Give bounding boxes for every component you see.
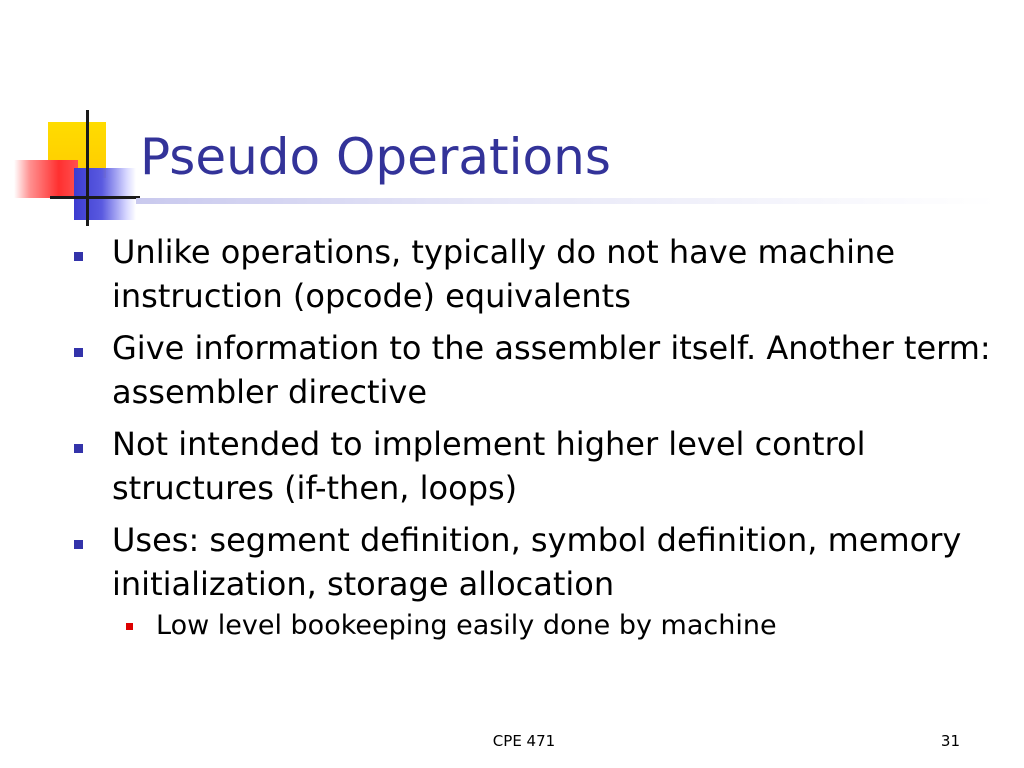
square-bullet-icon bbox=[74, 540, 83, 549]
bullet-item bbox=[74, 326, 994, 414]
bullet-item bbox=[74, 422, 994, 510]
square-bullet-icon bbox=[74, 348, 83, 357]
bullet-text: Not intended to implement higher level control structures (if-then, loops) bbox=[112, 425, 866, 507]
bullet-text: Unlike operations, typically do not have machine instruction (opcode) equivalents bbox=[112, 233, 896, 315]
sub-bullet-list bbox=[112, 608, 994, 644]
red-bar-decoration bbox=[14, 160, 78, 198]
bullet-list bbox=[74, 230, 994, 652]
red-square-bullet-icon bbox=[126, 623, 133, 630]
vertical-line-decoration bbox=[86, 110, 89, 226]
sub-bullet-text: Low level bookeeping easily done by machine bbox=[156, 610, 777, 641]
square-bullet-icon bbox=[74, 444, 83, 453]
horizontal-line-decoration bbox=[50, 196, 140, 199]
footer-page-number: 31 bbox=[940, 732, 960, 750]
bullet-text: Uses: segment definition, symbol definition, memory initialization, storage allocation bbox=[112, 521, 962, 603]
blue-square-decoration bbox=[74, 168, 136, 220]
title-underline bbox=[136, 198, 996, 204]
square-bullet-icon bbox=[74, 252, 83, 261]
slide-title: Pseudo Operations bbox=[140, 128, 611, 186]
sub-bullet-item bbox=[112, 608, 994, 644]
bullet-item bbox=[74, 230, 994, 318]
footer-course: CPE 471 bbox=[492, 732, 556, 750]
bullet-item bbox=[74, 518, 994, 644]
bullet-text: Give information to the assembler itself. Another term: assembler directive bbox=[112, 329, 991, 411]
